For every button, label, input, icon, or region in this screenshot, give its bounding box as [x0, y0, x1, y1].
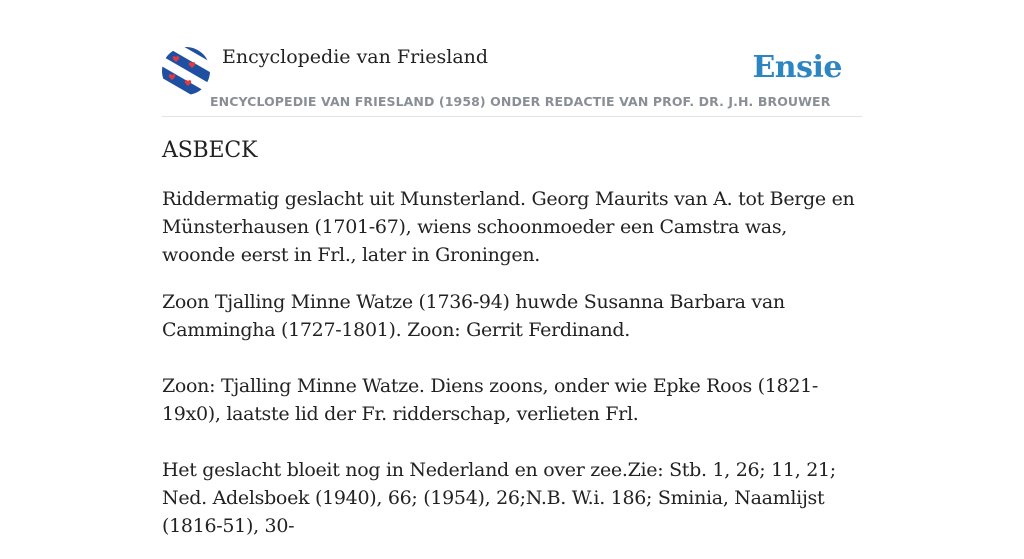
article-paragraph: Riddermatig geslacht uit Munsterland. Georg Maurits van A. tot Berge en Münsterhausen (1701-67), wiens schoonmoeder een Camstra was, woonde eerst in Frl., later in Groningen. — [162, 188, 855, 266]
book-subtitle: ENCYCLOPEDIE VAN FRIESLAND (1958) ONDER REDACTIE VAN PROF. DR. J.H. BROUWER — [210, 94, 831, 109]
book-title[interactable]: Encyclopedie van Friesland — [222, 46, 489, 68]
article-paragraph: Het geslacht bloeit nog in Nederland en over zee.Zie: Stb. 1, 26; 11, 21; Ned. Adelsboek (1940), 66; (1954), 26;N.B. W.i. 186; Sminia, Naamlijst (1816-51), 30- — [162, 459, 836, 537]
site-header — [162, 44, 862, 117]
brand-logo[interactable]: Ensie — [752, 50, 842, 85]
article-paragraph: Zoon Tjalling Minne Watze (1736-94) huwde Susanna Barbara van Cammingha (1727-1801). Zoon: Gerrit Ferdinand. — [162, 291, 785, 341]
article-paragraph: Zoon: Tjalling Minne Watze. Diens zoons, onder wie Epke Roos (1821-19x0), laatste lid der Fr. ridderschap, verlieten Frl. — [162, 375, 819, 425]
article-title: ASBECK — [162, 138, 258, 163]
frisian-flag-icon[interactable] — [162, 47, 210, 95]
article — [162, 138, 862, 559]
